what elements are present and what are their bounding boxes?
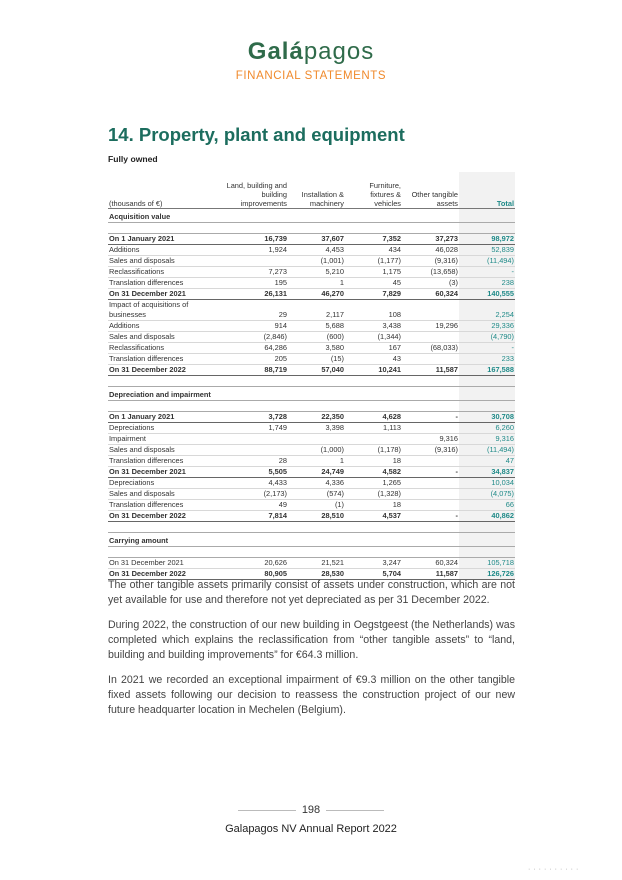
row-label: Sales and disposals [108, 256, 224, 267]
cell-value [288, 522, 345, 533]
page-title: 14. Property, plant and equipment [108, 124, 405, 145]
cell-value: (13,658) [402, 267, 459, 278]
cell-value: 5,704 [345, 569, 402, 580]
cell-value: 20,626 [224, 558, 288, 569]
table-row [108, 245, 515, 256]
cell-value [402, 489, 459, 500]
cell-value: 7,829 [345, 289, 402, 300]
row-label: On 31 December 2022 [108, 511, 224, 522]
cell-total [459, 223, 515, 234]
cell-value [402, 423, 459, 434]
row-label: On 31 December 2021 [108, 467, 224, 478]
section-row [108, 209, 515, 223]
row-label: Sales and disposals [108, 489, 224, 500]
cell-value [288, 533, 345, 547]
logo-wordmark: Galápagos [247, 38, 375, 65]
cell-total [459, 522, 515, 533]
cell-value: 1,924 [224, 245, 288, 256]
table-row [108, 256, 515, 267]
cell-value: 1,265 [345, 478, 402, 489]
cell-value [345, 209, 402, 223]
table-row [108, 321, 515, 332]
table-row [108, 332, 515, 343]
cell-value [224, 522, 288, 533]
galapagos-logo [0, 38, 622, 82]
cell-total [459, 209, 515, 223]
cell-value: (600) [288, 332, 345, 343]
cell-value [402, 223, 459, 234]
cell-total: 238 [459, 278, 515, 289]
cell-value [224, 256, 288, 267]
table-row [108, 300, 515, 321]
cell-value: 1,749 [224, 423, 288, 434]
cell-value [224, 401, 288, 412]
cell-total: (4,075) [459, 489, 515, 500]
table-row [108, 234, 515, 245]
cell-value [288, 434, 345, 445]
cell-value: 64,286 [224, 343, 288, 354]
page-number-text: 198 [301, 804, 321, 816]
cell-value: 7,352 [345, 234, 402, 245]
cell-value: 60,324 [402, 289, 459, 300]
spacer-row [108, 376, 515, 387]
cell-value [288, 387, 345, 401]
cell-total: (11,494) [459, 445, 515, 456]
cell-value [402, 456, 459, 467]
cell-value: (1) [288, 500, 345, 511]
cell-value: 167 [345, 343, 402, 354]
cell-value: (15) [288, 354, 345, 365]
col-header-other: Other tangible assets [402, 172, 459, 209]
cell-value: 3,728 [224, 412, 288, 423]
cell-value: 7,814 [224, 511, 288, 522]
cell-value: 205 [224, 354, 288, 365]
cell-value: - [402, 511, 459, 522]
paragraph: In 2021 we recorded an exceptional impairment of €9.3 million on the other tangible fixed assets following our decision to reassess the construction project of our new future headquarter location in Mechelen (Belgium). [108, 674, 515, 716]
cell-total: - [459, 267, 515, 278]
cell-value: 3,438 [345, 321, 402, 332]
paragraph: During 2022, the construction of our new building in Oegstgeest (the Netherlands) was completed which explains the reclassification from “other tangible assets” to “land, building and building improvements” for €64.3 million. [108, 619, 515, 661]
cell-total: 98,972 [459, 234, 515, 245]
cell-value: 26,131 [224, 289, 288, 300]
cell-value [224, 387, 288, 401]
row-label: Reclassifications [108, 343, 224, 354]
cell-value: 11,587 [402, 569, 459, 580]
table-row [108, 343, 515, 354]
report-title: Galapagos NV Annual Report 2022 [225, 823, 397, 835]
cell-value [224, 209, 288, 223]
cell-total [459, 387, 515, 401]
cell-total: 2,254 [459, 300, 515, 321]
cell-value: 60,324 [402, 558, 459, 569]
cell-value [402, 478, 459, 489]
table-row [108, 500, 515, 511]
cell-value [345, 533, 402, 547]
cell-value: 46,028 [402, 245, 459, 256]
cell-value [402, 547, 459, 558]
table-row [108, 289, 515, 300]
cell-total: 6,260 [459, 423, 515, 434]
cell-value: (1,178) [345, 445, 402, 456]
cell-value: (1,000) [288, 445, 345, 456]
table-header-row [108, 172, 515, 209]
row-label: Translation differences [108, 278, 224, 289]
row-label: Impact of acquisitions of businesses [108, 300, 224, 321]
cell-value: 4,433 [224, 478, 288, 489]
cell-value: 22,350 [288, 412, 345, 423]
cell-total: 10,034 [459, 478, 515, 489]
cell-value [345, 387, 402, 401]
cell-value [288, 547, 345, 558]
cell-value: 28 [224, 456, 288, 467]
cell-value: 4,628 [345, 412, 402, 423]
table-row [108, 456, 515, 467]
cell-value: 28,510 [288, 511, 345, 522]
row-label: Depreciations [108, 423, 224, 434]
cell-value: 3,247 [345, 558, 402, 569]
cell-value: - [402, 467, 459, 478]
cell-value: 3,398 [288, 423, 345, 434]
cell-value [224, 445, 288, 456]
row-label: Acquisition value [108, 209, 224, 223]
cell-value: 195 [224, 278, 288, 289]
cell-total [459, 376, 515, 387]
table-row [108, 412, 515, 423]
cell-value: (9,316) [402, 256, 459, 267]
cell-value: 1 [288, 456, 345, 467]
cell-value [288, 223, 345, 234]
cell-total [459, 401, 515, 412]
cell-value [224, 547, 288, 558]
table-row [108, 354, 515, 365]
cell-total: - [459, 343, 515, 354]
row-label: Translation differences [108, 456, 224, 467]
cell-total: 167,588 [459, 365, 515, 376]
cell-total [459, 547, 515, 558]
cell-value: (1,328) [345, 489, 402, 500]
table-row [108, 278, 515, 289]
cell-total: 105,718 [459, 558, 515, 569]
decorative-dots: ·········· [528, 866, 582, 873]
cell-value: 5,505 [224, 467, 288, 478]
cell-value: (1,344) [345, 332, 402, 343]
cell-value: 80,905 [224, 569, 288, 580]
cell-value: (1,177) [345, 256, 402, 267]
row-label [108, 522, 224, 533]
table-subtitle: Fully owned [108, 154, 158, 164]
section-row [108, 387, 515, 401]
cell-value: (1,001) [288, 256, 345, 267]
cell-total: (11,494) [459, 256, 515, 267]
cell-value: 108 [345, 300, 402, 321]
cell-total: (4,790) [459, 332, 515, 343]
paragraph: The other tangible assets primarily consist of assets under construction, which are not yet available for use and therefore not yet depreciated as per 31 December 2022. [108, 579, 515, 606]
cell-value [402, 354, 459, 365]
cell-total [459, 533, 515, 547]
cell-value: 10,241 [345, 365, 402, 376]
cell-total: 29,336 [459, 321, 515, 332]
cell-total: 34,837 [459, 467, 515, 478]
cell-value: (574) [288, 489, 345, 500]
cell-value: 434 [345, 245, 402, 256]
col-header-land: Land, building and building improvements [224, 172, 288, 209]
row-label [108, 401, 224, 412]
cell-total: 47 [459, 456, 515, 467]
cell-value: 914 [224, 321, 288, 332]
row-label: Sales and disposals [108, 332, 224, 343]
cell-value [402, 533, 459, 547]
cell-value [288, 376, 345, 387]
row-label: On 31 December 2021 [108, 558, 224, 569]
ppe-table [108, 172, 515, 580]
cell-value: (2,846) [224, 332, 288, 343]
cell-value: 49 [224, 500, 288, 511]
table-row [108, 478, 515, 489]
cell-value: 1 [288, 278, 345, 289]
page-number [0, 804, 622, 816]
row-label: On 31 December 2022 [108, 569, 224, 580]
section-label: FINANCIAL STATEMENTS [235, 70, 387, 82]
col-header-installation: Installation & machinery [288, 172, 345, 209]
cell-value [224, 533, 288, 547]
cell-value [224, 376, 288, 387]
cell-value: 24,749 [288, 467, 345, 478]
row-label: On 31 December 2022 [108, 365, 224, 376]
cell-value: 28,530 [288, 569, 345, 580]
row-label [108, 223, 224, 234]
cell-value [402, 500, 459, 511]
cell-value [345, 547, 402, 558]
cell-total: 140,555 [459, 289, 515, 300]
spacer-row [108, 223, 515, 234]
cell-value: - [402, 412, 459, 423]
cell-value: 2,117 [288, 300, 345, 321]
cell-value: (68,033) [402, 343, 459, 354]
cell-value: 18 [345, 456, 402, 467]
cell-value: 21,521 [288, 558, 345, 569]
cell-value [402, 401, 459, 412]
table-row [108, 445, 515, 456]
row-label: On 1 January 2021 [108, 234, 224, 245]
divider [238, 810, 296, 811]
cell-value: 7,273 [224, 267, 288, 278]
cell-value [288, 401, 345, 412]
row-label: Additions [108, 245, 224, 256]
cell-value [402, 209, 459, 223]
row-label: Depreciations [108, 478, 224, 489]
cell-value: (3) [402, 278, 459, 289]
cell-value: 18 [345, 500, 402, 511]
cell-total: 9,316 [459, 434, 515, 445]
cell-value: 88,719 [224, 365, 288, 376]
cell-value: 16,739 [224, 234, 288, 245]
cell-value: 11,587 [402, 365, 459, 376]
cell-value [402, 332, 459, 343]
cell-value: 29 [224, 300, 288, 321]
cell-total: 126,726 [459, 569, 515, 580]
col-header-total: Total [459, 172, 515, 209]
row-label: Reclassifications [108, 267, 224, 278]
row-label [108, 376, 224, 387]
spacer-row [108, 547, 515, 558]
table-row [108, 489, 515, 500]
row-label: Translation differences [108, 354, 224, 365]
cell-value: 37,273 [402, 234, 459, 245]
cell-total: 66 [459, 500, 515, 511]
cell-value: 57,040 [288, 365, 345, 376]
cell-value: 4,453 [288, 245, 345, 256]
table-row [108, 434, 515, 445]
cell-value: 4,582 [345, 467, 402, 478]
row-label: On 1 January 2021 [108, 412, 224, 423]
cell-value [345, 434, 402, 445]
cell-value [224, 434, 288, 445]
cell-value: (9,316) [402, 445, 459, 456]
cell-value [402, 376, 459, 387]
table-row [108, 267, 515, 278]
col-header-furniture: Furniture, fixtures & vehicles [345, 172, 402, 209]
divider [326, 810, 384, 811]
cell-value [402, 387, 459, 401]
cell-value [345, 223, 402, 234]
table-row [108, 365, 515, 376]
cell-value [402, 300, 459, 321]
cell-value: 4,336 [288, 478, 345, 489]
cell-value: 5,688 [288, 321, 345, 332]
row-label: On 31 December 2021 [108, 289, 224, 300]
table-row [108, 511, 515, 522]
col-header-units: (thousands of €) [108, 172, 224, 209]
cell-value: 1,113 [345, 423, 402, 434]
cell-value: 1,175 [345, 267, 402, 278]
cell-total: 30,708 [459, 412, 515, 423]
cell-value: 37,607 [288, 234, 345, 245]
cell-total: 52,839 [459, 245, 515, 256]
cell-value [345, 401, 402, 412]
table-row [108, 558, 515, 569]
row-label: Carrying amount [108, 533, 224, 547]
section-row [108, 533, 515, 547]
cell-value: 5,210 [288, 267, 345, 278]
cell-value: 3,580 [288, 343, 345, 354]
cell-total: 233 [459, 354, 515, 365]
cell-value: 19,296 [402, 321, 459, 332]
spacer-row [108, 401, 515, 412]
cell-value [345, 522, 402, 533]
row-label: Sales and disposals [108, 445, 224, 456]
row-label: Depreciation and impairment [108, 387, 224, 401]
cell-value: 46,270 [288, 289, 345, 300]
row-label: Translation differences [108, 500, 224, 511]
row-label: Additions [108, 321, 224, 332]
cell-value: 9,316 [402, 434, 459, 445]
cell-value [402, 522, 459, 533]
row-label [108, 547, 224, 558]
cell-value: 43 [345, 354, 402, 365]
cell-value [288, 209, 345, 223]
cell-value: 45 [345, 278, 402, 289]
cell-value: (2,173) [224, 489, 288, 500]
spacer-row [108, 522, 515, 533]
table-row [108, 467, 515, 478]
cell-value [345, 376, 402, 387]
cell-value [224, 223, 288, 234]
cell-value: 4,537 [345, 511, 402, 522]
cell-total: 40,862 [459, 511, 515, 522]
row-label: Impairment [108, 434, 224, 445]
table-row [108, 423, 515, 434]
